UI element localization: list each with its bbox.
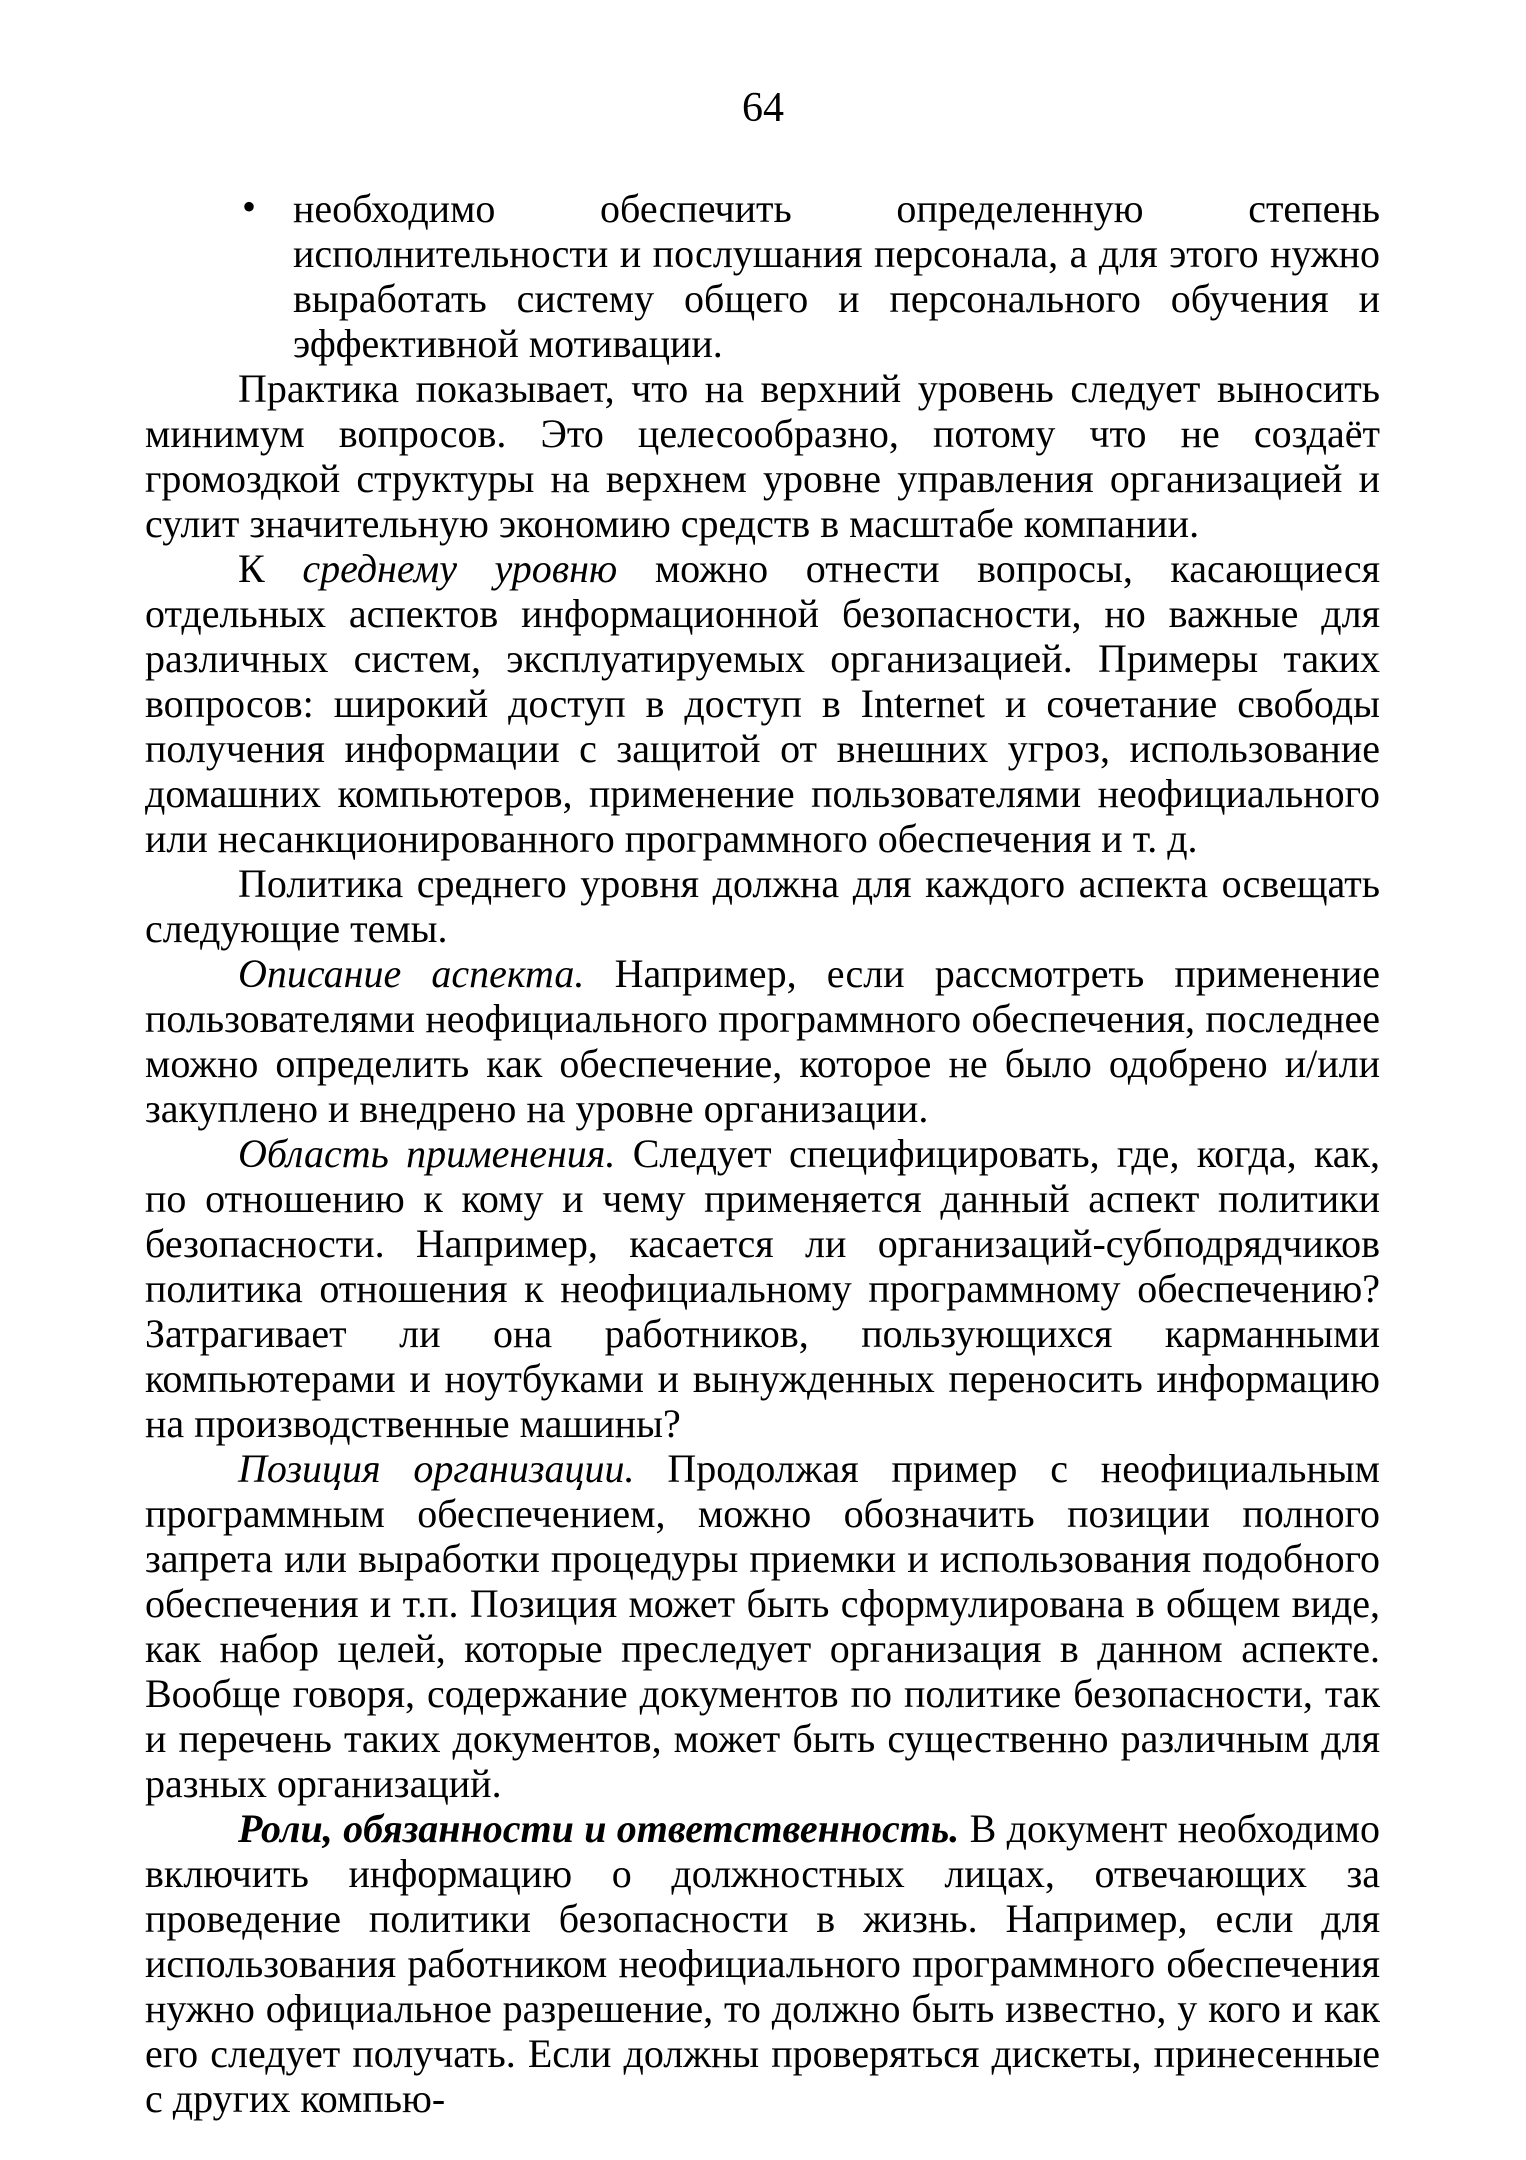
body-text: В документ необходимо включить информацию о должностных лицах, отвечающих за проведение политики безопасности в жизнь. Например, если для использования работником неофициального программного обеспечения нужно официальное разрешение, то должно быть известно, у кого и как его следует получать. Если должны проверяться дискеты, принесенные с других компью- (145, 1806, 1380, 2121)
body-text: Следует специфицировать, где, когда, как, по отношению к кому и чему применяется данный аспект политики безопасности. Например, касается ли организаций-субподрядчиков политика отношения к неофициальному программному обеспечению? Затрагивает ли она работников, пользующихся карманными компьютерами и ноутбуками и вынужденных переносить информацию на производственные машины? (145, 1131, 1380, 1446)
paragraph (145, 1806, 1380, 2121)
emphasis-text: Позиция организации. (238, 1446, 635, 1491)
emphasis-text: Роли, обязанности и ответственность. (238, 1806, 960, 1851)
bullet-icon: • (242, 184, 257, 229)
emphasis-text: среднему уровню (302, 546, 618, 591)
body-text: можно отнести вопросы, касающиеся отдельных аспектов информационной безопасности, но важные для различных систем, эксплуатируемых организацией. Примеры таких вопросов: широкий доступ в доступ в Internet и сочетание свободы получения информации с защитой от внешних угроз, использование домашних компьютеров, применение пользователями неофициального или несанкционированного программного обеспечения и т. д. (145, 546, 1381, 861)
body-text: К (238, 546, 303, 591)
paragraph (145, 861, 1380, 951)
emphasis-text: Описание аспекта. (238, 951, 585, 996)
page-body (145, 186, 1380, 2121)
paragraph (145, 1446, 1380, 1806)
body-text: необходимо обеспечить определенную степень исполнительности и послушания персонала, а для этого нужно выработать систему общего и персонального обучения и эффективной мотивации. (293, 186, 1380, 366)
paragraph (145, 951, 1380, 1131)
paragraph (145, 366, 1380, 546)
emphasis-text: Область применения. (238, 1131, 616, 1176)
body-text: Политика среднего уровня должна для каждого аспекта освещать следующие темы. (145, 861, 1380, 951)
body-text: Например, если рассмотреть применение пользователями неофициального программного обеспечения, последнее можно определить как обеспечение, которое не было одобрено и/или закуплено и внедрено на уровне организации. (145, 951, 1380, 1131)
paragraph (145, 546, 1380, 861)
bullet-item (145, 186, 1380, 366)
paragraph (145, 1131, 1380, 1446)
bullet-text (293, 186, 1380, 366)
body-text: Продолжая пример с неофициальным программным обеспечением, можно обозначить позиции полного запрета или выработки процедуры приемки и использования подобного обеспечения и т.п. Позиция может быть сформулирована в общем виде, как набор целей, которые преследует организация в данном аспекте. Вообще говоря, содержание документов по политике безопасности, так и перечень таких документов, может быть существенно различным для разных организаций. (145, 1446, 1380, 1806)
page-number: 64 (742, 85, 784, 131)
body-text: Практика показывает, что на верхний уровень следует выносить минимум вопросов. Это целесообразно, потому что не создаёт громоздкой структуры на верхнем уровне управления организацией и сулит значительную экономию средств в масштабе компании. (145, 366, 1380, 546)
